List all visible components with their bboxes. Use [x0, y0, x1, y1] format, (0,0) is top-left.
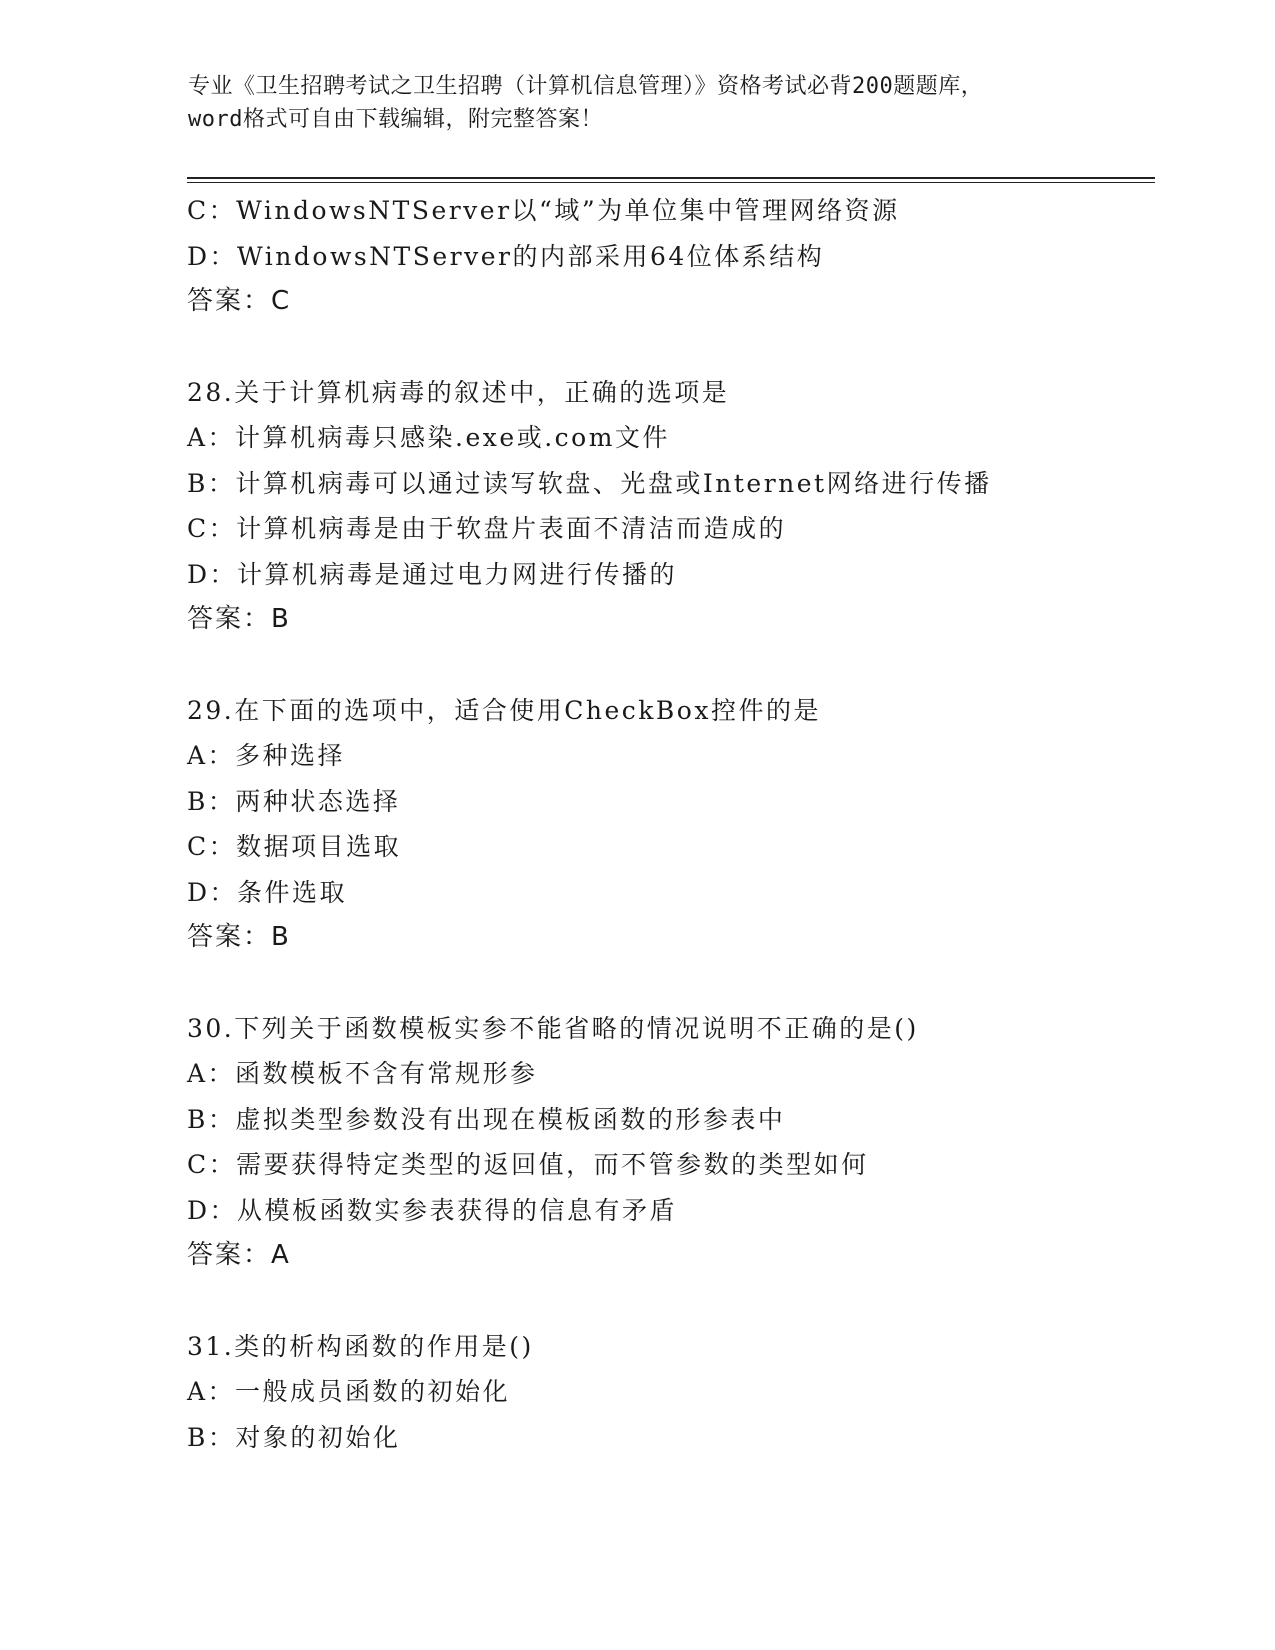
question-block-29 [187, 688, 1167, 961]
option-c: C：需要获得特定类型的返回值，而不管参数的类型如何 [187, 1150, 869, 1179]
answer-label: 答案：B [187, 922, 291, 952]
option-a: A：一般成员函数的初始化 [187, 1377, 511, 1406]
document-header [188, 70, 1108, 136]
option-a: A：函数模板不含有常规形参 [187, 1059, 538, 1088]
option-d: D：计算机病毒是通过电力网进行传播的 [187, 559, 678, 589]
option-b: B：两种状态选择 [187, 786, 401, 816]
answer-label: 答案：A [187, 1240, 291, 1270]
option-c: C：计算机病毒是由于软盘片表面不清洁而造成的 [187, 514, 787, 543]
question-text: 31.类的析构函数的作用是() [187, 1331, 534, 1361]
answer-label: 答案：B [187, 604, 291, 634]
header-divider-thin [187, 182, 1155, 183]
question-text: 29.在下面的选项中，适合使用CheckBox控件的是 [187, 695, 821, 725]
option-c: C：WindowsNTServer以“域”为单位集中管理网络资源 [187, 196, 900, 225]
spacer [187, 961, 1167, 1006]
option-a: A：计算机病毒只感染.exe或.com文件 [187, 423, 670, 452]
spacer [187, 325, 1167, 370]
question-block-31 [187, 1324, 1167, 1461]
option-b: B：虚拟类型参数没有出现在模板函数的形参表中 [187, 1104, 786, 1134]
header-title-line-1: 专业《卫生招聘考试之卫生招聘（计算机信息管理）》资格考试必背200题题库， [188, 74, 984, 99]
question-block-30 [187, 1006, 1167, 1279]
option-b: B：计算机病毒可以通过读写软盘、光盘或Internet网络进行传播 [187, 468, 992, 498]
header-divider-thick [187, 177, 1155, 179]
option-d: D：条件选取 [187, 877, 348, 907]
spacer [187, 643, 1167, 688]
answer-label: 答案：C [187, 286, 292, 316]
question-list [187, 188, 1167, 1460]
spacer [187, 1279, 1167, 1324]
question-text: 30.下列关于函数模板实参不能省略的情况说明不正确的是() [187, 1013, 919, 1043]
option-d: D：从模板函数实参表获得的信息有矛盾 [187, 1195, 678, 1225]
question-block-27 [187, 188, 1167, 325]
header-title-line-2: word格式可自由下载编辑，附完整答案！ [188, 107, 603, 132]
question-block-28 [187, 370, 1167, 643]
option-b: B：对象的初始化 [187, 1422, 401, 1452]
option-d: D：WindowsNTServer的内部采用64位体系结构 [187, 241, 825, 271]
option-c: C：数据项目选取 [187, 832, 402, 861]
option-a: A：多种选择 [187, 741, 346, 770]
question-text: 28.关于计算机病毒的叙述中，正确的选项是 [187, 377, 730, 407]
